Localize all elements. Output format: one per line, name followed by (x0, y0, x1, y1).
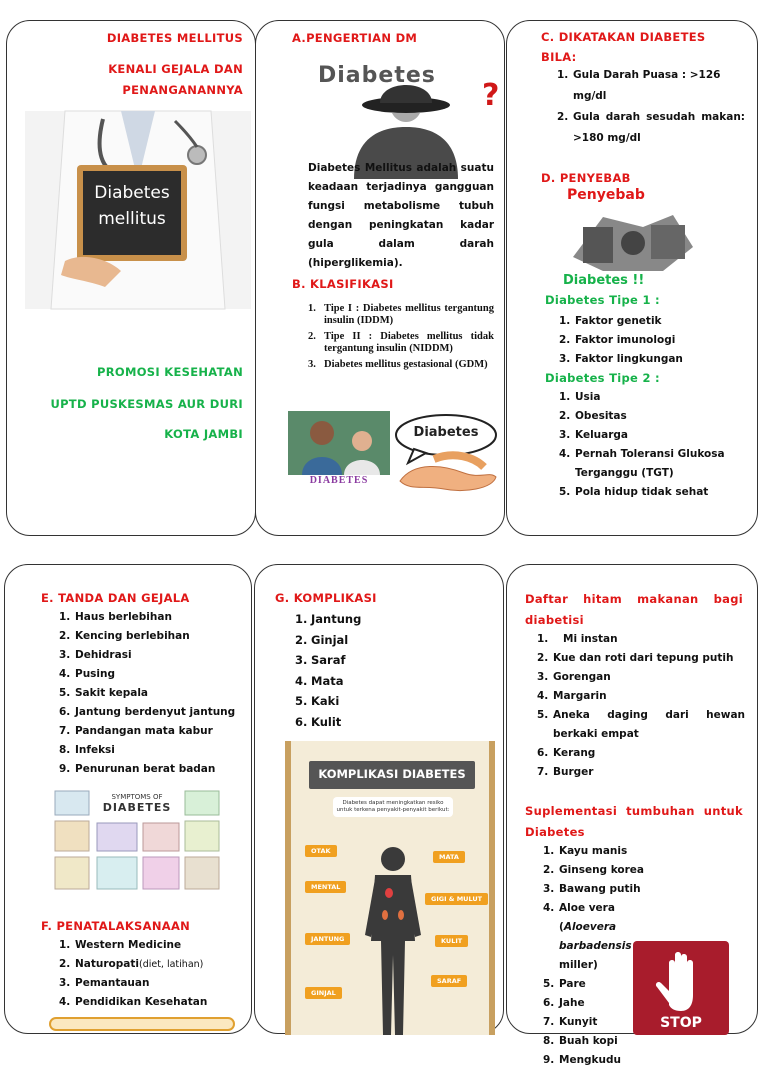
list-item: 5. Sakit kepala (59, 687, 149, 699)
list-item: 2. Obesitas (559, 410, 627, 422)
cover-title: DIABETES MELLITUS (106, 31, 243, 45)
list-item: 3. Pemantauan (59, 977, 150, 989)
list-item: 8. Infeksi (59, 744, 115, 756)
symptoms-title-1: SYMPTOMS OF (111, 793, 163, 801)
list-item: 9. Mengkudu (543, 1054, 622, 1066)
stop-sign-image (633, 941, 729, 1035)
panel-cover (6, 20, 256, 536)
doctor-chalkboard-image (25, 111, 251, 309)
tipe1-label: Diabetes Tipe 1 : (545, 293, 660, 307)
list-item: 7. Pandangan mata kabur (59, 725, 213, 737)
chalkboard-text-1: Diabetes (94, 183, 170, 203)
gejala-list (59, 608, 235, 779)
list-item: 3. Keluarga (559, 429, 629, 441)
poster-label-mata: MATA (433, 851, 465, 863)
list-item: 4. Pusing (59, 668, 116, 680)
klasifikasi-list (308, 303, 494, 371)
definition-text: Diabetes Mellitus adalah suatu keadaan terjadinya gangguan fungsi metabolisme tubuh dengan peningkatan kadar gula dalam darah (hiperglikemia). (308, 162, 494, 269)
tipe2-label: Diabetes Tipe 2 : (545, 371, 660, 385)
list-item: 4. Pendidikan Kesehatan (59, 996, 208, 1008)
nurse-image-caption: DIABETES (309, 475, 369, 486)
list-item: 6. Jantung berdenyut jantung (59, 706, 236, 718)
list-item: 1. Western Medicine (59, 939, 182, 951)
heading-komplikasi: G. KOMPLIKASI (275, 591, 377, 605)
penyebab-image (563, 187, 703, 289)
promo-line-2: UPTD PUSKESMAS AUR DURI (50, 397, 243, 411)
list-item: 1. Kayu manis (543, 845, 628, 857)
list-item: 2. Faktor imunologi (559, 334, 676, 346)
penyebab-image-word: Diabetes !! (563, 273, 645, 288)
pancreas-image (394, 411, 500, 495)
heading-daftar-hitam: Daftar hitam makanan bagi diabetisi (525, 592, 743, 627)
list-item: 9. Penurunan berat badan (59, 763, 216, 775)
list-item: 6. Kulit (295, 714, 342, 729)
list-item: 2. Naturopati(diet, latihan) (59, 958, 204, 970)
diabetes-man-word: Diabetes (318, 63, 436, 88)
heading-pengertian: A.PENGERTIAN DM (292, 31, 418, 45)
heading-klasifikasi: B. KLASIFIKASI (292, 277, 394, 291)
cover-subtitle: KENALI GEJALA DAN PENANGANANNYA (108, 62, 243, 97)
list-item: 2. Ginseng korea (543, 864, 645, 876)
stop-text: STOP (660, 1015, 702, 1031)
panel-pengertian (255, 20, 505, 536)
promo-line-1: PROMOSI KESEHATAN (97, 365, 243, 379)
list-item: 4. Mata (295, 673, 344, 688)
list-item: 3. Faktor lingkungan (559, 353, 683, 365)
list-item: 1. Usia (559, 391, 601, 403)
nurse-patient-image (288, 411, 390, 491)
penyebab-image-title: Penyebab (567, 187, 645, 203)
panel-gejala (4, 564, 252, 1034)
tipe2-list (559, 388, 749, 502)
komplikasi-poster (285, 741, 495, 1035)
list-item: 3. Dehidrasi (59, 649, 132, 661)
list-item: 1. Faktor genetik (559, 315, 662, 327)
list-item: 3. Saraf (295, 653, 346, 667)
poster-label-otak: OTAK (305, 845, 337, 857)
list-item: 6. Jahe (543, 997, 585, 1009)
poster-label-mental: MENTAL (305, 881, 346, 893)
list-item: 1. Jantung (295, 612, 362, 626)
list-item: 4. Pernah Toleransi Glukosa Terganggu (TGT) (559, 448, 725, 479)
pancreas-bubble-word: Diabetes (413, 425, 479, 440)
poster-title: KOMPLIKASI DIABETES (318, 767, 466, 781)
list-item: 5. Pare (543, 978, 586, 990)
panel-kriteria (506, 20, 758, 536)
tipe1-list (559, 312, 683, 369)
list-item: 3. Diabetes mellitus gestasional (GDM) (308, 359, 488, 370)
list-item: 2. Tipe II : Diabetes mellitus tidak tergantung insulin (NIDDM) (308, 331, 494, 354)
list-item: 1. Tipe I : Diabetes mellitus tergantung insulin (IDDM) (308, 303, 494, 326)
poster-label-saraf: SARAF (431, 975, 467, 987)
heading-kriteria: C. DIKATAKAN DIABETES BILA: (541, 30, 706, 64)
symptoms-title-2: DIABETES (102, 801, 172, 814)
list-item: 3. Bawang putih (543, 883, 641, 895)
bottom-image-strip (49, 1017, 235, 1031)
penatalaksanaan-list (59, 936, 207, 1012)
list-item: 4. Margarin (537, 690, 607, 702)
list-item: 2. Gula darah sesudah makan: >180 mg/dl (557, 111, 745, 144)
list-item: 1. Gula Darah Puasa : >126 mg/dl (557, 69, 721, 102)
chalkboard-text-2: mellitus (98, 209, 166, 229)
poster-subtitle: Diabetes dapat meningkatkan resiko untuk terkena penyakit-penyakit berikut: (333, 797, 453, 817)
list-item: 6. Kerang (537, 747, 596, 759)
list-item: 5. Kaki (295, 694, 340, 708)
heading-penyebab: D. PENYEBAB (541, 171, 631, 185)
heading-suplementasi: Suplementasi tumbuhan untuk Diabetes (525, 804, 743, 839)
list-item: 5. Aneka daging dari hewan berkaki empat (537, 709, 745, 740)
poster-label-kulit: KULIT (435, 935, 468, 947)
list-item: 8. Buah kopi (543, 1035, 618, 1047)
komplikasi-list (295, 609, 361, 732)
poster-label-jantung: JANTUNG (305, 933, 350, 945)
list-item: 2. Ginjal (295, 632, 349, 647)
panel-komplikasi (254, 564, 504, 1034)
poster-label-ginjal: GINJAL (305, 987, 342, 999)
svg-text:?: ? (482, 78, 500, 113)
body-figure (363, 845, 423, 1035)
list-item: 1. Haus berlebihan (59, 611, 172, 623)
heading-gejala: E. TANDA DAN GEJALA (41, 591, 190, 605)
list-item: 5. Pola hidup tidak sehat (559, 486, 709, 498)
list-item: 4. Aloe vera (Aloevera barbadensis miller) (543, 902, 632, 971)
heading-penatalaksanaan: F. PENATALAKSANAAN (41, 919, 191, 933)
makanan-list (537, 630, 745, 782)
promo-line-3: KOTA JAMBI (164, 427, 243, 441)
list-item: 2. Kencing berlebihan (59, 630, 190, 642)
list-item: 2. Kue dan roti dari tepung putih (537, 652, 734, 664)
panel-makanan (506, 564, 758, 1066)
symptoms-chart-image (53, 787, 221, 893)
list-item: 3. Gorengan (537, 671, 611, 683)
list-item: 1. Mi instan (537, 633, 618, 645)
list-item: 7. Kunyit (543, 1016, 598, 1028)
list-item: 7. Burger (537, 766, 594, 778)
kriteria-list (557, 65, 745, 149)
poster-label-gigi: GIGI & MULUT (425, 893, 488, 905)
